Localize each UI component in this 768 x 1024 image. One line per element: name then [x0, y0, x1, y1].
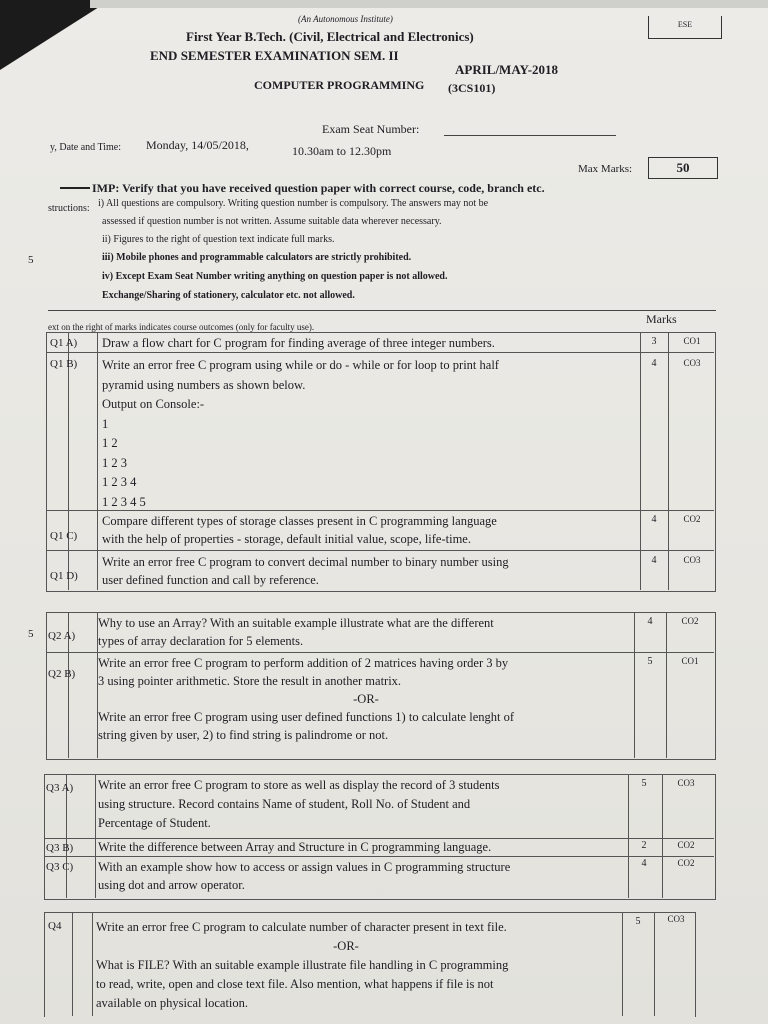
institute-label: (An Autonomous Institute) — [298, 14, 393, 24]
q1a-marks: 3 — [651, 336, 657, 347]
row-divider — [46, 550, 714, 551]
q3b-marks: 2 — [641, 840, 647, 851]
column-divider — [95, 774, 96, 898]
marks-header: Marks — [646, 312, 677, 326]
column-divider — [640, 332, 641, 590]
pyramid-row: 1 2 3 4 5 — [102, 494, 146, 509]
q1b-line: pyramid using numbers as shown below. — [102, 377, 306, 392]
scan-shadow — [0, 0, 110, 70]
q3a-line: using structure. Record contains Name of student, Roll No. of Student and — [98, 797, 471, 811]
seat-underline — [444, 135, 616, 136]
q1c-line: Compare different types of storage classes present in C programming language — [102, 514, 497, 528]
pyramid-row: 1 — [102, 416, 109, 431]
table-note: ext on the right of marks indicates course outcomes (only for faculty use). — [48, 322, 315, 332]
q4-marks: 5 — [635, 916, 641, 927]
row-divider — [46, 352, 714, 353]
instruction-iv: iv) Except Exam Seat Number writing anything on question paper is not allowed. — [102, 271, 448, 282]
q3a-line: Write an error free C program to store as well as display the record of 3 students — [98, 778, 500, 792]
date-value: Monday, 14/05/2018, — [146, 138, 249, 152]
q1c-label: Q1 C) — [50, 530, 78, 542]
q3b-co: CO2 — [677, 840, 695, 850]
q4-alt-line: available on physical location. — [96, 996, 249, 1010]
q3b-line: Write the difference between Array and Structure in C programming language. — [98, 840, 492, 854]
q4-co: CO3 — [667, 914, 685, 924]
column-divider — [72, 912, 73, 1016]
q2b-line: 3 using pointer arithmetic. Store the result in another matrix. — [98, 674, 402, 688]
q1d-label: Q1 D) — [50, 570, 78, 582]
q1b-marks: 4 — [651, 358, 657, 369]
q1d-line: user defined function and call by reference. — [102, 573, 319, 587]
q2a-text — [98, 614, 494, 650]
q1c-text — [102, 512, 497, 548]
q1d-text — [102, 553, 509, 589]
imp-rule — [60, 187, 90, 189]
max-marks-value: 50 — [676, 160, 690, 175]
column-divider — [634, 612, 635, 758]
q2a-marks: 4 — [647, 616, 653, 627]
table-top-rule — [48, 310, 716, 311]
column-divider — [628, 774, 629, 898]
q2b-label: Q2 B) — [48, 668, 76, 680]
q1a-text — [102, 334, 495, 352]
q2b-co: CO1 — [681, 656, 699, 666]
column-divider — [622, 912, 623, 1016]
q1c-co: CO2 — [683, 514, 701, 524]
ese-label: ESE — [677, 20, 693, 29]
q1d-co: CO3 — [683, 555, 701, 565]
instruction-iii: iii) Mobile phones and programmable calculators are strictly prohibited. — [102, 252, 412, 263]
q1a-label: Q1 A) — [50, 337, 78, 349]
q2a-line: Why to use an Array? With an suitable example illustrate what are the different — [98, 616, 494, 630]
q4-label: Q4 — [48, 920, 62, 932]
q1a-line: Draw a flow chart for C program for finding average of three integer numbers. — [102, 336, 495, 350]
q3c-marks: 4 — [641, 858, 647, 869]
q4-line: Write an error free C program to calculate number of character present in text file. — [96, 920, 507, 934]
q3c-line: using dot and arrow operator. — [98, 878, 245, 892]
q3a-text — [98, 776, 499, 833]
q3c-line: With an example show how to access or assign values in C programming structure — [98, 860, 511, 874]
time-value: 10.30am to 12.30pm — [292, 144, 392, 158]
q1c-line: with the help of properties - storage, default initial value, scope, life-time. — [102, 532, 471, 546]
q4-alt-line: to read, write, open and close text file. Also mention, what happens if file is not — [96, 977, 494, 991]
q3b-label: Q3 B) — [46, 842, 74, 854]
or-separator: -OR- — [333, 939, 359, 953]
instruction-v: Exchange/Sharing of stationery, calculator etc. not allowed. — [102, 290, 355, 301]
or-separator: -OR- — [353, 692, 379, 706]
q3a-marks: 5 — [641, 778, 647, 789]
q3c-label: Q3 C) — [46, 861, 74, 873]
q3a-label: Q3 A) — [46, 782, 74, 794]
q1b-line: Write an error free C program using while or do - while or for loop to print half — [102, 358, 499, 372]
q3a-co: CO3 — [677, 778, 695, 788]
pyramid-row: 1 2 3 — [102, 455, 127, 470]
q2a-co: CO2 — [681, 616, 699, 626]
q1a-co: CO1 — [683, 336, 701, 346]
q3c-text — [98, 858, 510, 894]
seat-label: Exam Seat Number: — [322, 122, 420, 136]
q2a-label: Q2 A) — [48, 630, 76, 642]
date-time-label: y, Date and Time: — [50, 142, 122, 153]
session-label: APRIL/MAY-2018 — [455, 62, 559, 77]
q2b-alt-line: Write an error free C program using user defined functions 1) to calculate lenght of — [98, 710, 515, 724]
q2b-line: Write an error free C program to perform addition of 2 matrices having order 3 by — [98, 656, 509, 670]
q3c-co: CO2 — [677, 858, 695, 868]
ese-box — [648, 16, 722, 39]
row-divider — [46, 652, 714, 653]
q1b-line: Output on Console:- — [102, 397, 205, 411]
q2b-marks: 5 — [647, 656, 653, 667]
q1b-co: CO3 — [683, 358, 701, 368]
column-divider — [668, 332, 669, 590]
course-code: (3CS101) — [448, 81, 496, 95]
max-marks-box — [648, 157, 718, 179]
column-divider — [97, 332, 98, 590]
q2b-alt-line: string given by user, 2) to find string is palindrome or not. — [98, 728, 389, 742]
exam-line: END SEMESTER EXAMINATION SEM. II — [150, 48, 399, 63]
max-marks-label: Max Marks: — [578, 163, 633, 175]
pyramid-row: 1 2 3 4 — [102, 475, 137, 489]
q1d-line: Write an error free C program to convert decimal number to binary number using — [102, 555, 509, 569]
q1c-marks: 4 — [651, 514, 657, 525]
q4-alt-line: What is FILE? With an suitable example illustrate file handling in C programming — [96, 958, 509, 972]
margin-number: 5 — [28, 628, 34, 640]
instruction-ii: ii) Figures to the right of question text indicate full marks. — [102, 234, 335, 245]
year-line: First Year B.Tech. (Civil, Electrical and Electronics) — [186, 29, 474, 44]
q1b-label: Q1 B) — [50, 358, 78, 370]
scan-edge — [90, 0, 768, 8]
q4-text — [96, 918, 596, 1013]
q3a-line: Percentage of Student. — [98, 816, 211, 830]
imp-note: IMP: Verify that you have received question paper with correct course, code, branch etc. — [92, 181, 545, 195]
pyramid-row: 1 2 — [102, 436, 118, 450]
q2a-line: types of array declaration for 5 elements. — [98, 634, 304, 648]
q1d-marks: 4 — [651, 555, 657, 566]
instruction-i-1: i) All questions are compulsory. Writing question number is compulsory. The answers may not be — [98, 198, 489, 209]
instructions-prefix: structions: — [48, 203, 90, 214]
column-divider — [68, 332, 69, 590]
q2b-text — [98, 654, 634, 744]
q3b-text — [98, 838, 491, 856]
instruction-i-2: assessed if question number is not written. Assume suitable data wherever necessary. — [102, 216, 442, 227]
column-divider — [662, 774, 663, 898]
q1b-text — [102, 356, 499, 512]
column-divider — [654, 912, 655, 1016]
column-divider — [92, 912, 93, 1016]
row-divider — [44, 856, 714, 857]
course-line: COMPUTER PROGRAMMING — [254, 78, 425, 92]
column-divider — [666, 612, 667, 758]
margin-number: 5 — [28, 254, 34, 266]
